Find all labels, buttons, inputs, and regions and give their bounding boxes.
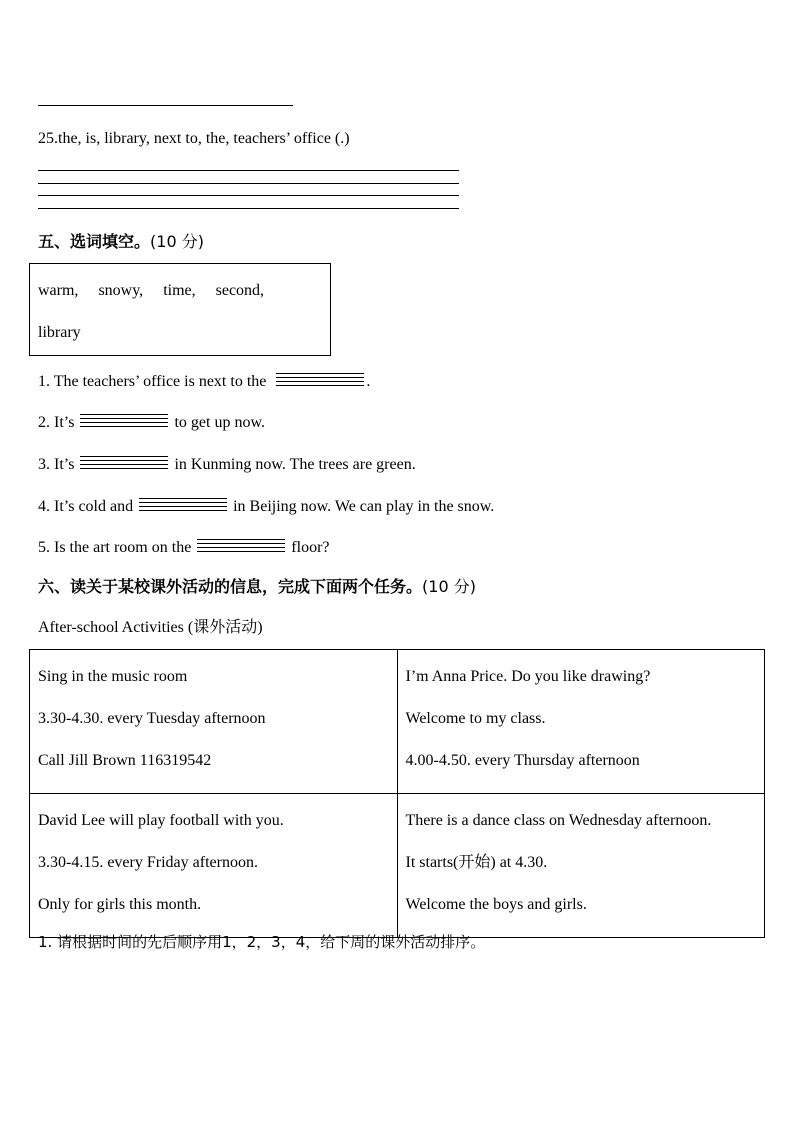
cell-line: Call Jill Brown 116319542 [38,752,212,769]
item-text: in Beijing now. We can play in the snow. [233,498,495,515]
item-text: 1. The teachers’ office is next to the [38,373,267,390]
activities-table [29,649,765,938]
fill-blank[interactable] [80,414,168,428]
section-5-heading [38,232,204,252]
item-text: in Kunming now. The trees are green. [174,456,416,473]
fill-blank[interactable] [80,456,168,470]
word-option: warm, [38,282,79,299]
fill-item-4 [38,497,494,517]
cell-line: Only for girls this month. [38,896,202,913]
answer-line [38,208,459,209]
answer-line [38,195,459,196]
word-box [29,263,331,356]
section-5-title: 五、选词填空。 [38,232,151,251]
item-text: to get up now. [174,414,265,431]
cell-line: 3.30-4.30. every Tuesday afternoon [38,710,266,727]
item-text: 2. It’s [38,414,75,431]
answer-line [38,183,459,184]
item-text: 4. It’s cold and [38,498,134,515]
activity-cell [30,650,398,794]
item-text: 3. It’s [38,456,75,473]
fill-item-5 [38,538,330,558]
section-6-heading [38,577,476,597]
cell-line: Sing in the music room [38,668,188,685]
fill-item-1 [38,372,370,392]
activity-cell [397,650,765,794]
cell-line: David Lee will play football with you. [38,812,284,829]
table-row [30,794,765,938]
item-text: floor? [291,539,330,556]
cell-line: Welcome to my class. [405,710,546,727]
word-row [38,282,264,300]
cell-line: Welcome the boys and girls. [405,896,587,913]
fill-item-3 [38,455,416,475]
item-text: . [366,373,371,390]
answer-line[interactable] [38,105,293,106]
section-6-title: 六、读关于某校课外活动的信息，完成下面两个任务。 [38,577,423,596]
activity-cell [30,794,398,938]
answer-line[interactable] [38,170,459,171]
word-option: library [38,324,81,341]
fill-blank[interactable] [139,498,227,512]
cell-line: There is a dance class on Wednesday afternoon. [405,812,712,829]
section-5-points: (10 分) [150,232,204,251]
table-row [30,650,765,794]
cell-line: 4.00-4.50. every Thursday afternoon [405,752,640,769]
section-6-points: (10 分) [422,577,476,596]
cell-line: 3.30-4.15. every Friday afternoon. [38,854,258,871]
fill-blank[interactable] [197,539,285,553]
cell-line: I’m Anna Price. Do you like drawing? [405,668,651,685]
fill-blank[interactable] [276,373,364,387]
word-option: time, [163,282,196,299]
activities-subtitle: After-school Activities (课外活动) [38,619,263,636]
activity-cell [397,794,765,938]
question-25: 25.the, is, library, next to, the, teachers’ office (.) [38,130,350,147]
cell-line: It starts(开始) at 4.30. [405,854,548,871]
word-option: snowy, [98,282,144,299]
item-text: 5. Is the art room on the [38,539,192,556]
task-1: 1. 请根据时间的先后顺序用1，2，3，4，给下周的课外活动排序。 [38,933,486,951]
word-option: second, [215,282,265,299]
fill-item-2 [38,413,265,433]
